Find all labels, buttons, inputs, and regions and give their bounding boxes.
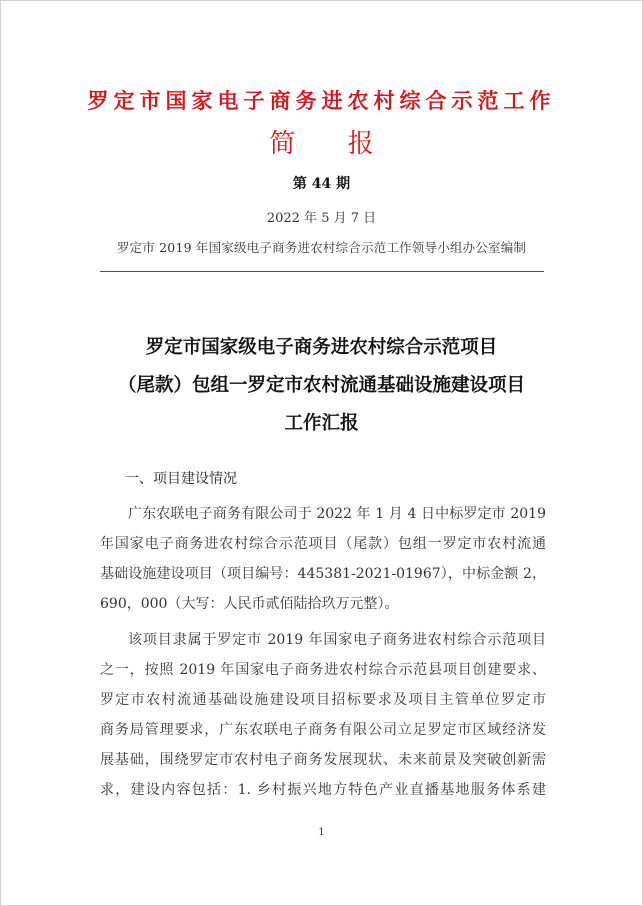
- paragraph-line: 690，000（大写：人民币贰佰陆拾玖万元整）。: [100, 596, 399, 612]
- paragraph-1: [100, 499, 546, 619]
- paragraph-line: 基础设施建设项目（项目编号：445381-2021-01967），中标金额 2，: [100, 566, 546, 582]
- masthead-divider: [100, 271, 544, 272]
- report-title-line: 罗定市国家级电子商务进农村综合示范项目: [145, 337, 498, 358]
- paragraph-line: 求，建设内容包括：1. 乡村振兴地方特色产业直播基地服务体系建: [100, 782, 546, 798]
- report-title: [61, 333, 582, 447]
- paragraph-line: 年国家电子商务进农村综合示范项目（尾款）包组一罗定市农村流通: [100, 536, 546, 552]
- paragraph-line: 该项目隶属于罗定市 2019 年国家电子商务进农村综合示范项目: [128, 632, 546, 648]
- report-title-line: 工作汇报: [284, 413, 359, 434]
- section-heading: 一、项目建设情况: [125, 471, 237, 487]
- paragraph-line: 之一，按照 2019 年国家电子商务进农村综合示范县项目创建要求、: [100, 662, 546, 678]
- issue-date: 2022 年 5 月 7 日: [266, 211, 377, 226]
- report-title-line: （尾款）包组一罗定市农村流通基础设施建设项目: [117, 375, 525, 396]
- page-number: 1: [318, 827, 325, 838]
- paragraph-line: 商务局管理要求，广东农联电子商务有限公司立足罗定市区域经济发: [100, 722, 546, 738]
- masthead-title: 罗定市国家电子商务进农村综合示范工作: [87, 88, 556, 113]
- masthead-subtitle: 简 报: [269, 129, 396, 159]
- paragraph-line: 罗定市农村流通基础设施建设项目招标要求及项目主管单位罗定市: [100, 692, 546, 708]
- paragraph-line: 广东农联电子商务有限公司于 2022 年 1 月 4 日中标罗定市 2019: [128, 506, 546, 522]
- paragraph-2: [100, 625, 546, 805]
- paragraph-line: 展基础，围绕罗定市农村电子商务发展现状、未来前景及突破创新需: [100, 752, 546, 768]
- editor-line: 罗定市 2019 年国家级电子商务进农村综合示范工作领导小组办公室编制: [116, 240, 527, 255]
- issue-number: 第 44 期: [292, 176, 351, 192]
